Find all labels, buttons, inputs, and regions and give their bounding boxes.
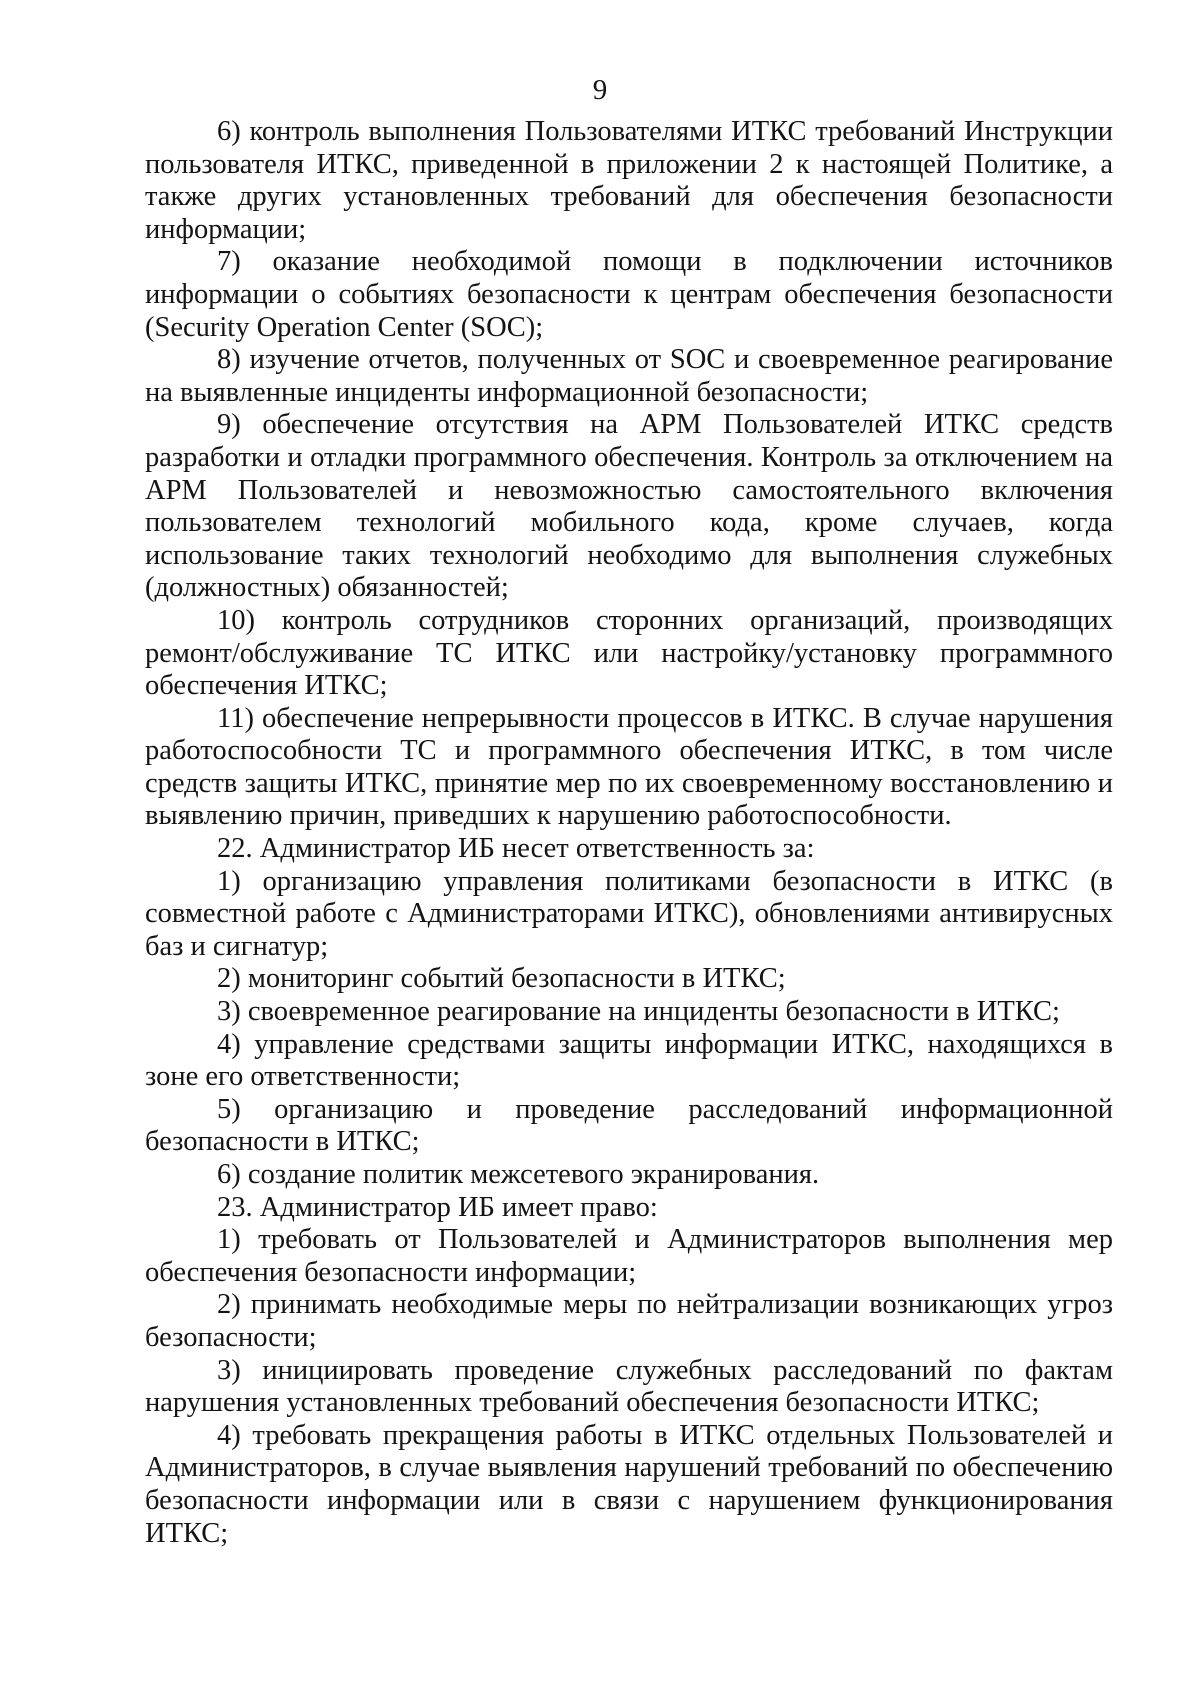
responsibility-item-1: 1) организацию управления политиками безопасности в ИТКС (в совместной работе с Администраторами ИТКС), обновлениями антивирусных баз и сигнатур; bbox=[145, 865, 1113, 962]
responsibility-item-5: 5) организацию и проведение расследований информационной безопасности в ИТКС; bbox=[145, 1093, 1113, 1158]
list-item-9-dev-tools-absence: 9) обеспечение отсутствия на АРМ Пользователей ИТКС средств разработки и отладки программного обеспечения. Контроль за отключением на АРМ Пользователей и невозможностью самостоятельного включения пользователем технологий мобильного кода, кроме случаев, когда использование таких технологий необходимо для выполнения служебных (должностных) обязанностей; bbox=[145, 409, 1113, 604]
list-item-10-third-party-control: 10) контроль сотрудников сторонних организаций, производящих ремонт/обслуживание ТС ИТКС или настройку/установку программного обеспечения ИТКС; bbox=[145, 604, 1113, 702]
list-item-8-soc-reports: 8) изучение отчетов, полученных от SOC и своевременное реагирование на выявленные инциденты информационной безопасности; bbox=[145, 344, 1113, 408]
responsibility-item-2: 2) мониторинг событий безопасности в ИТКС; bbox=[217, 963, 786, 995]
document-body bbox=[145, 116, 1113, 1550]
responsibility-item-3: 3) своевременное реагирование на инциденты безопасности в ИТКС; bbox=[217, 996, 1060, 1028]
responsibility-item-4: 4) управление средствами защиты информации ИТКС, находящихся в зоне его ответственности; bbox=[145, 1028, 1113, 1093]
rights-item-1: 1) требовать от Пользователей и Администраторов выполнения мер обеспечения безопасности информации; bbox=[145, 1224, 1113, 1288]
rights-item-2: 2) принимать необходимые меры по нейтрализации возникающих угроз безопасности; bbox=[145, 1289, 1113, 1353]
page-number: 9 bbox=[592, 74, 608, 106]
rights-item-4: 4) требовать прекращения работы в ИТКС отдельных Пользователей и Администраторов, в случае выявления нарушений требований по обеспечению безопасности информации или в связи с нарушением функционирования ИТКС; bbox=[145, 1419, 1113, 1549]
section-23-rights-heading: 23. Администратор ИБ имеет право: bbox=[217, 1191, 658, 1223]
rights-item-3: 3) инициировать проведение служебных расследований по фактам нарушения установленных требований обеспечения безопасности ИТКС; bbox=[145, 1354, 1113, 1419]
section-22-responsibility-heading: 22. Администратор ИБ несет ответственность за: bbox=[217, 833, 815, 865]
responsibility-item-6: 6) создание политик межсетевого экранирования. bbox=[217, 1159, 820, 1190]
list-item-6-control-user-compliance: 6) контроль выполнения Пользователями ИТКС требований Инструкции пользователя ИТКС, приведенной в приложении 2 к настоящей Политике, а также других установленных требований для обеспечения безопасности информации; bbox=[145, 116, 1113, 245]
list-item-7-soc-connection: 7) оказание необходимой помощи в подключении источников информации о событиях безопасности к центрам обеспечения безопасности (Security Operation Center (SOC); bbox=[145, 246, 1113, 343]
list-item-11-process-continuity: 11) обеспечение непрерывности процессов в ИТКС. В случае нарушения работоспособности ТС и программного обеспечения ИТКС, в том числе средств защиты ИТКС, принятие мер по их своевременному восстановлению и выявлению причин, приведших к нарушению работоспособности. bbox=[145, 702, 1113, 832]
